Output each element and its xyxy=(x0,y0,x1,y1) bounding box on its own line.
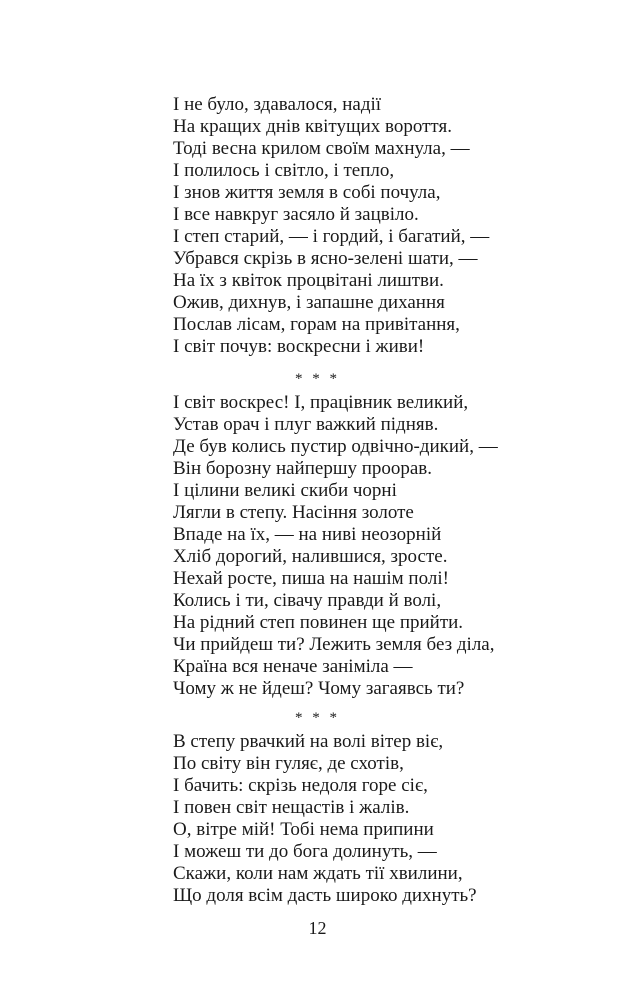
poem-line: В степу рвачкий на волі вітер віє, xyxy=(173,731,444,752)
poem-line: Чому ж не йдеш? Чому загаявсь ти? xyxy=(173,678,465,699)
poem-line: Скажи, коли нам ждать тії хвилини, xyxy=(173,863,463,884)
poem-line: І все навкруг засяло й зацвіло. xyxy=(173,204,419,225)
poem-line: І світ воскрес! І, працівник великий, xyxy=(173,392,469,413)
poem-line: Впаде на їх, — на ниві неозорній xyxy=(173,524,442,545)
poem-line: Лягли в степу. Насіння золоте xyxy=(173,502,414,523)
poem-line: І можеш ти до бога долинуть, — xyxy=(173,841,437,862)
poem-line: Тоді весна крилом своїм махнула, — xyxy=(173,138,470,159)
poem-line: Що доля всім дасть широко дихнуть? xyxy=(173,885,477,906)
poem-line: Послав лісам, горам на привітання, xyxy=(173,314,460,335)
poem-line: Де був колись пустир одвічно-дикий, — xyxy=(173,436,498,457)
page-number: 12 xyxy=(308,918,327,938)
poem-line: Чи прийдеш ти? Лежить земля без діла, xyxy=(173,634,495,655)
poem-line: І повен світ нещастів і жалів. xyxy=(173,797,410,818)
section-divider: * * * xyxy=(295,710,340,726)
poem-line: Устав орач і плуг важкий підняв. xyxy=(173,414,439,435)
poem-line: Він борозну найпершу проорав. xyxy=(173,458,433,479)
poem-line: І полилось і світло, і тепло, xyxy=(173,160,395,181)
poem-line: На їх з квіток процвітані лиштви. xyxy=(173,270,444,291)
poem-line: І степ старий, — і гордий, і багатий, — xyxy=(173,226,490,247)
poem-line: По світу він гуляє, де схотів, xyxy=(173,753,404,774)
poem-line: Нехай росте, пиша на нашім полі! xyxy=(173,568,449,589)
poem-line: Убрався скрізь в ясно-зелені шати, — xyxy=(173,248,478,269)
poem-line: На рідний степ повинен ще прийти. xyxy=(173,612,464,633)
section-divider: * * * xyxy=(295,371,340,387)
poem-line: І бачить: скрізь недоля горе сіє, xyxy=(173,775,428,796)
poem-line: І знов життя земля в собі почула, xyxy=(173,182,441,203)
poem-line: І світ почув: воскресни і живи! xyxy=(173,336,425,357)
poem-line: Країна вся неначе заніміла — xyxy=(173,656,413,677)
poem-line: На кращих днів квітущих вороття. xyxy=(173,116,452,137)
poem-line: О, вітре мій! Тобі нема припини xyxy=(173,819,434,840)
poem-line: Ожив, дихнув, і запашне дихання xyxy=(173,292,445,313)
poem-line: Колись і ти, сівачу правди й волі, xyxy=(173,590,442,611)
poem-line: І цілини великі скиби чорні xyxy=(173,480,397,501)
poem-line: Хліб дорогий, налившися, зросте. xyxy=(173,546,448,567)
poem-line: І не було, здавалося, надії xyxy=(173,94,382,115)
